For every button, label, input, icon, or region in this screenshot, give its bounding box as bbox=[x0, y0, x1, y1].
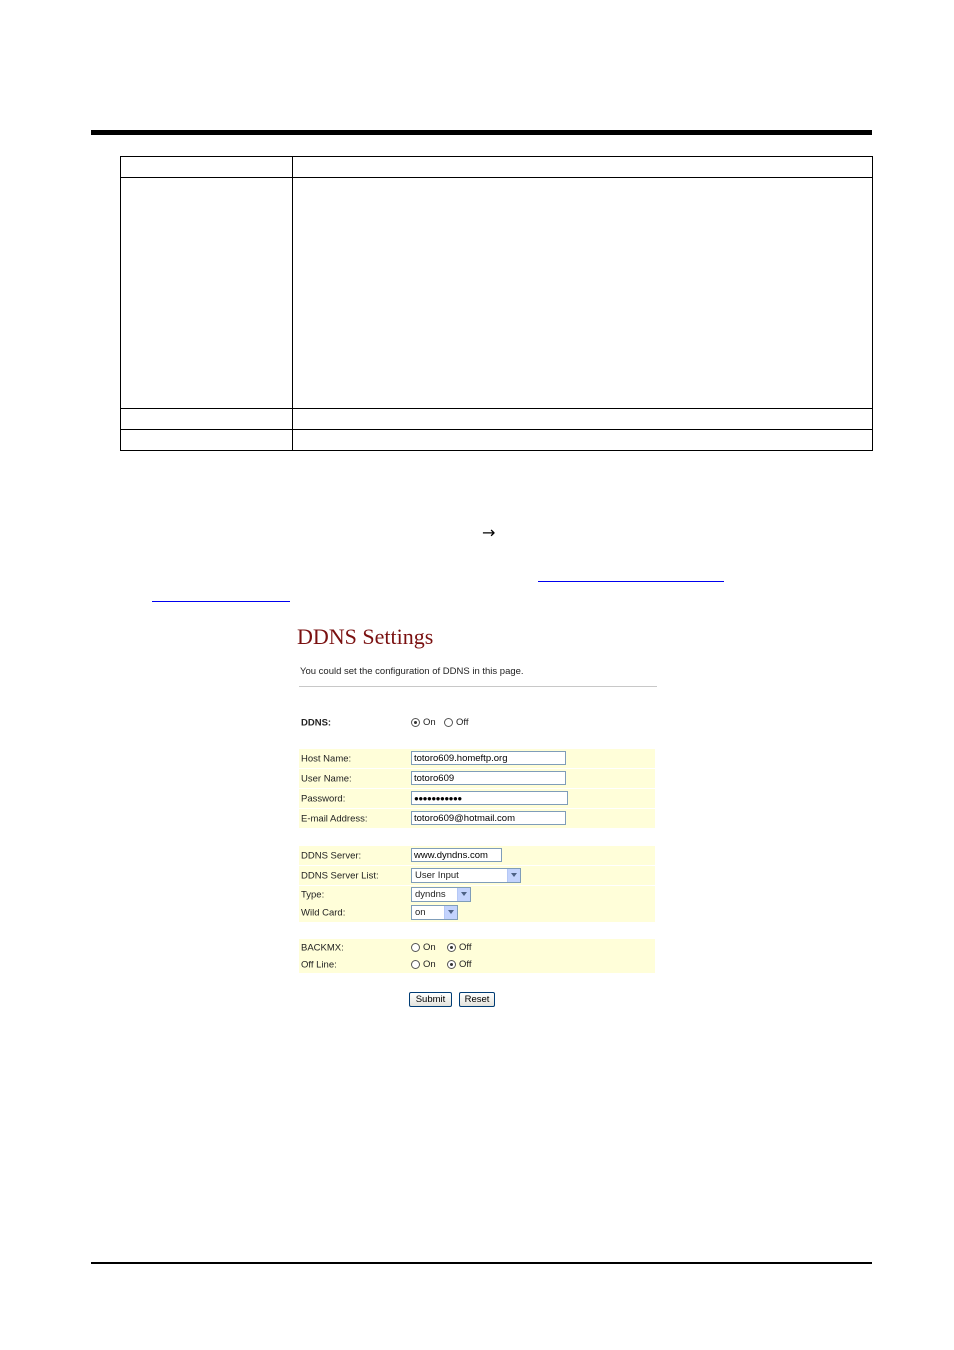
user-name-row bbox=[299, 769, 655, 788]
off-line-label: Off Line: bbox=[301, 959, 337, 970]
type-label: Type: bbox=[301, 889, 325, 901]
submit-button[interactable]: Submit bbox=[409, 992, 452, 1007]
chevron-down-icon[interactable] bbox=[444, 906, 457, 919]
table-cell bbox=[293, 430, 873, 451]
host-name-label: Host Name: bbox=[301, 753, 352, 764]
off-line-off-label: Off bbox=[459, 959, 472, 970]
email-label: E-mail Address: bbox=[301, 813, 368, 824]
ddns-label: DDNS: bbox=[301, 717, 332, 729]
off-line-on-label: On bbox=[423, 959, 436, 970]
backmx-on-radio[interactable] bbox=[411, 943, 420, 952]
ddns-server-list-row bbox=[299, 866, 655, 885]
ddns-row bbox=[299, 714, 655, 732]
parameter-table bbox=[120, 156, 873, 451]
table-cell bbox=[121, 178, 293, 409]
chevron-down-icon[interactable] bbox=[457, 888, 470, 901]
page-description: You could set the configuration of DDNS in this page. bbox=[300, 666, 524, 677]
wild-card-row bbox=[299, 904, 655, 922]
header-rule bbox=[91, 130, 872, 135]
email-row bbox=[299, 809, 655, 828]
ddns-off-radio[interactable] bbox=[444, 718, 453, 727]
table-cell bbox=[293, 409, 873, 430]
off-line-on-radio[interactable] bbox=[411, 960, 420, 969]
backmx-label: BACKMX: bbox=[301, 942, 344, 953]
password-input[interactable]: ●●●●●●●●●●● bbox=[411, 791, 568, 805]
ddns-server-list-select[interactable] bbox=[411, 868, 521, 883]
type-value: dyndns bbox=[415, 889, 446, 900]
host-name-row bbox=[299, 749, 655, 768]
ddns-server-input[interactable]: www.dyndns.com bbox=[411, 848, 502, 862]
footer-rule bbox=[91, 1262, 872, 1264]
arrow-icon: → bbox=[482, 523, 496, 542]
wild-card-value: on bbox=[415, 907, 426, 918]
ddns-server-row bbox=[299, 846, 655, 865]
type-select[interactable] bbox=[411, 887, 471, 902]
ddns-server-list-value: User Input bbox=[415, 870, 459, 881]
user-name-label: User Name: bbox=[301, 773, 352, 784]
divider bbox=[299, 686, 657, 687]
wild-card-select[interactable] bbox=[411, 905, 458, 920]
chevron-down-icon[interactable] bbox=[507, 869, 520, 882]
table-cell bbox=[121, 157, 293, 178]
backmx-off-radio[interactable] bbox=[447, 943, 456, 952]
wild-card-label: Wild Card: bbox=[301, 907, 346, 919]
page-title: DDNS Settings bbox=[297, 624, 434, 649]
ddns-on-radio[interactable] bbox=[411, 718, 420, 727]
ddns-off-label: Off bbox=[456, 717, 469, 728]
backmx-off-label: Off bbox=[459, 942, 472, 953]
table-cell bbox=[293, 178, 873, 409]
type-row bbox=[299, 886, 655, 904]
reset-button[interactable]: Reset bbox=[459, 992, 495, 1007]
off-line-row bbox=[299, 956, 655, 973]
ddns-server-list-label: DDNS Server List: bbox=[301, 870, 379, 881]
email-input[interactable]: totoro609@hotmail.com bbox=[411, 811, 566, 825]
table-cell bbox=[121, 430, 293, 451]
backmx-on-label: On bbox=[423, 942, 436, 953]
ddns-on-label: On bbox=[423, 717, 436, 728]
off-line-off-radio[interactable] bbox=[447, 960, 456, 969]
table-cell bbox=[121, 409, 293, 430]
password-label: Password: bbox=[301, 793, 346, 804]
table-cell bbox=[293, 157, 873, 178]
ddns-server-label: DDNS Server: bbox=[301, 850, 362, 861]
backmx-row bbox=[299, 939, 655, 956]
host-name-input[interactable]: totoro609.homeftp.org bbox=[411, 751, 566, 765]
user-name-input[interactable]: totoro609 bbox=[411, 771, 566, 785]
hyperlink-underline[interactable] bbox=[152, 601, 290, 602]
hyperlink-underline[interactable] bbox=[538, 581, 724, 582]
password-row bbox=[299, 789, 655, 808]
